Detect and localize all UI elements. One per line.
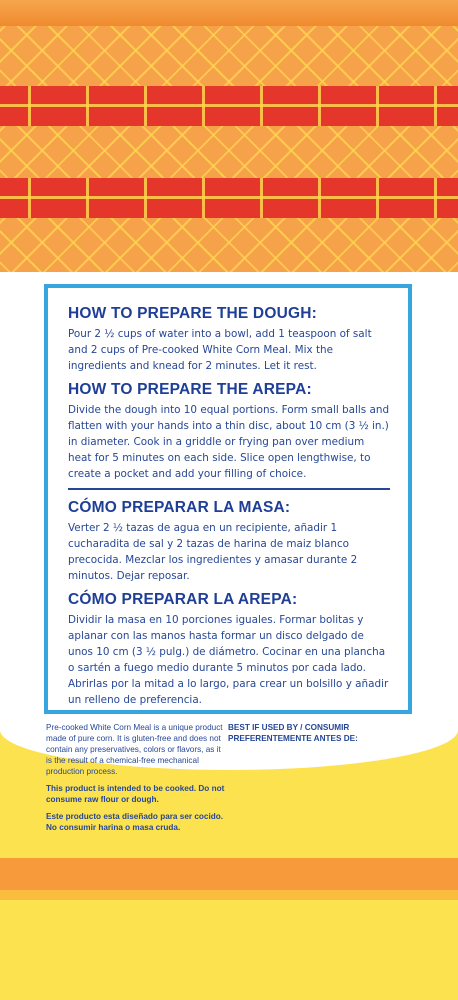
bag-seal — [0, 0, 458, 26]
arepa-es-heading: CÓMO PREPARAR LA AREPA: — [68, 591, 298, 608]
pattern-band-red — [0, 178, 458, 218]
masa-text: Verter 2 ½ tazas de agua en un recipiente, añadir 1 cucharadita de sal y 2 tazas de harina de maiz blanco precocida. Mezclar los ingredientes y amasar durante 2 minutos. Dejar reposar. — [68, 522, 358, 582]
warning-en: This product is intended to be cooked. Do not consume raw flour or dough. — [46, 784, 225, 804]
orange-stripe — [0, 858, 458, 890]
instructions-card — [44, 284, 412, 714]
section-divider — [68, 488, 390, 490]
warning-es: Este producto esta diseñado para ser cocido. No consumir harina o masa cruda. — [46, 812, 223, 832]
product-description: Pre-cooked White Corn Meal is a unique product made of pure corn. It is gluten-free and does not contain any preservatives, colors or flavors, as it is the result of a chemical-free mechanical production process. — [46, 723, 223, 776]
decorative-pattern — [0, 0, 458, 272]
arepa-es-text: Dividir la masa en 10 porciones iguales. Formar bolitas y aplanar con las manos hasta formar un disco delgado de unos 10 cm (3 ½ pulg.) de diámetro. Cocinar en una plancha o sartén a fuego medio durante 5 minutos por cada lado. Abrirlas por la mitad a lo largo, para crear un bolsillo y añadir un relleno de preferencia. — [68, 614, 389, 706]
product-info — [46, 722, 226, 839]
dough-heading: HOW TO PREPARE THE DOUGH: — [68, 305, 317, 322]
arepa-heading: HOW TO PREPARE THE AREPA: — [68, 381, 312, 398]
dough-text: Pour 2 ½ cups of water into a bowl, add 1 teaspoon of salt and 2 cups of Pre-cooked White Corn Meal. Mix the ingredients and knead for 2 minutes. Let it rest. — [68, 328, 372, 372]
pattern-band-red — [0, 86, 458, 126]
orange-stripe-thin — [0, 890, 458, 900]
pattern-band-orange — [0, 26, 458, 86]
best-by-label: BEST IF USED BY / CONSUMIR PREFERENTEMENTE ANTES DE: — [228, 723, 358, 743]
arepa-text: Divide the dough into 10 equal portions. Form small balls and flatten with your hands into a thin disc, about 10 cm (3 ½ in.) in diameter. Cook in a griddle or frying pan over medium heat for 5 minutes on each side. Slice open lengthwise, to create a pocket and add your filling of choice. — [68, 404, 390, 480]
masa-heading: CÓMO PREPARAR LA MASA: — [68, 499, 291, 516]
pattern-band-orange — [0, 218, 458, 272]
pattern-band-orange — [0, 126, 458, 186]
